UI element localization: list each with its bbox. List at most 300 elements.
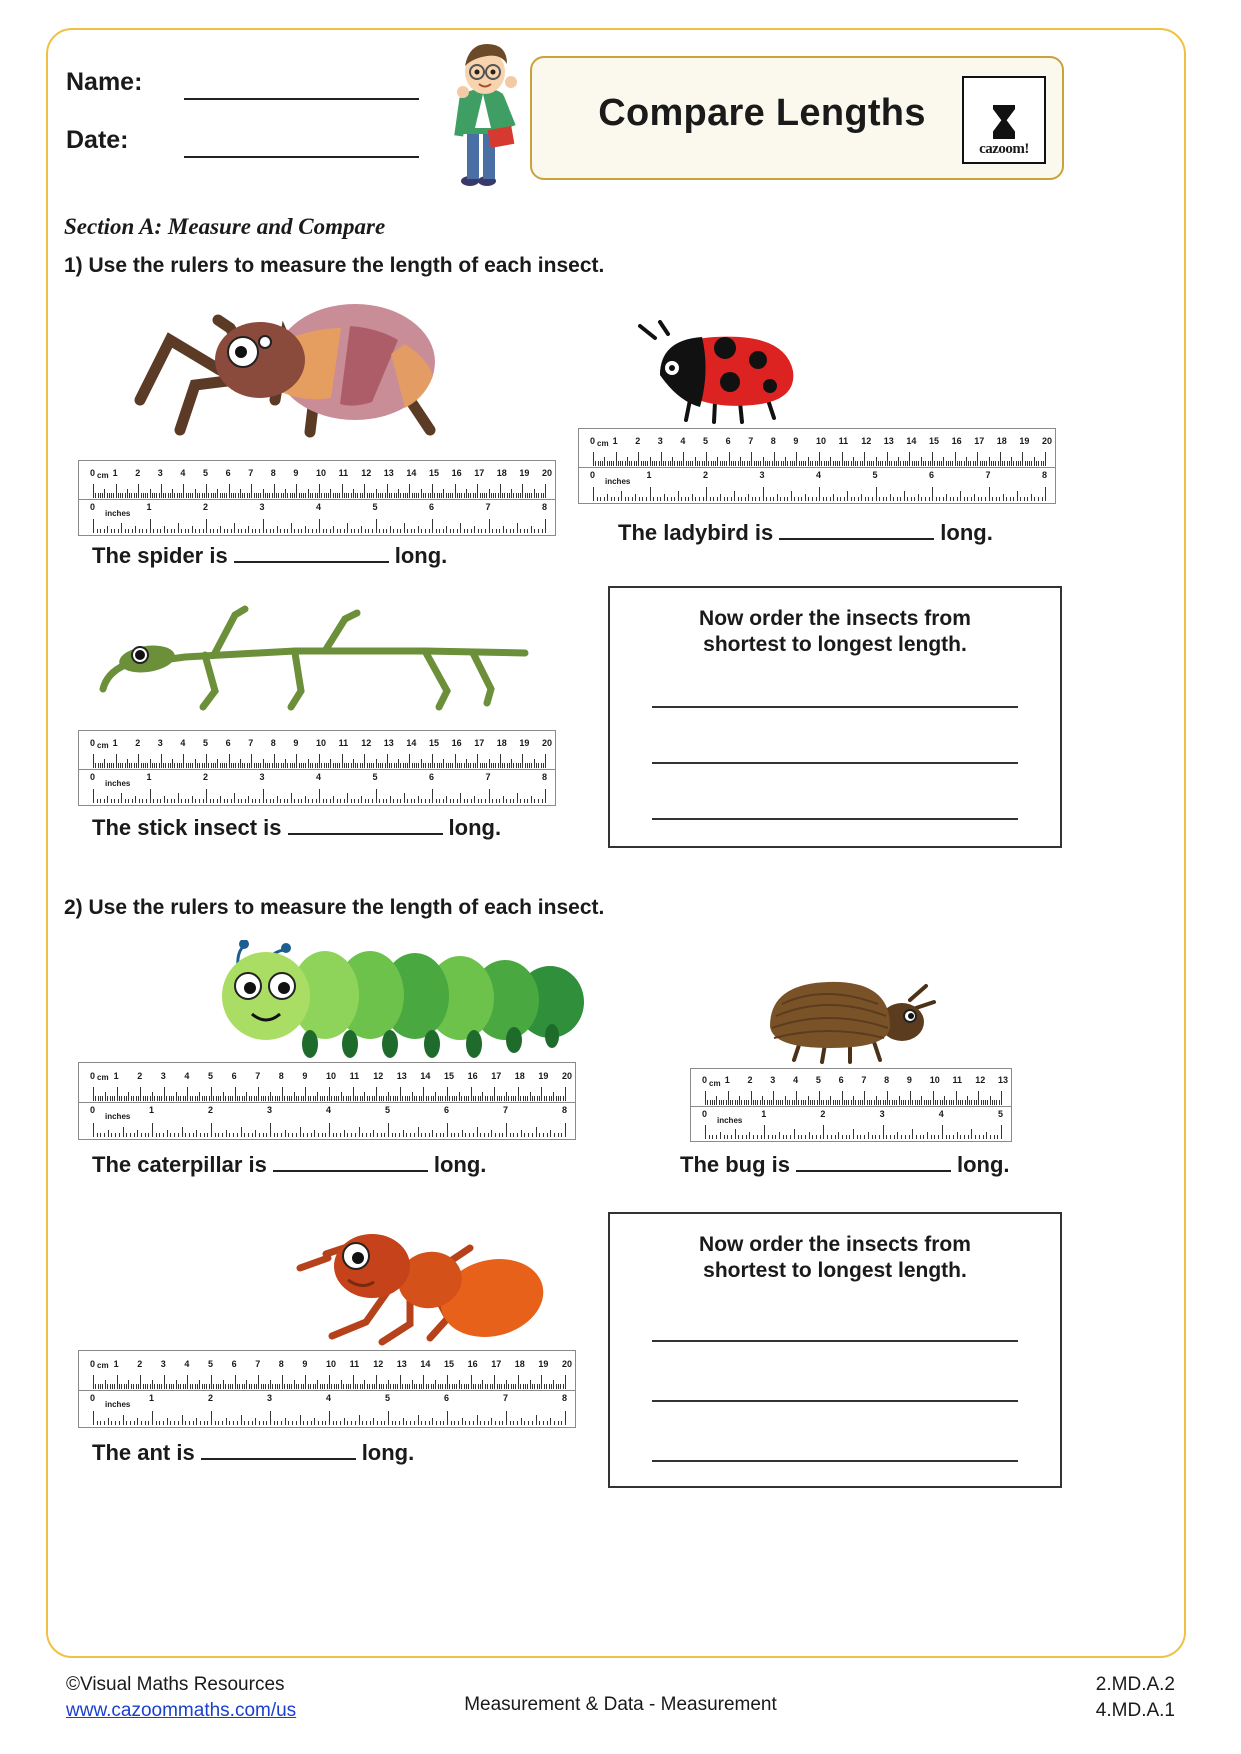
ruler-tick [440,1133,441,1137]
ruler-tick [534,1096,535,1101]
order-box-2-line-3[interactable] [652,1460,1018,1462]
ruler-tick [712,1100,713,1105]
ruler-tick [206,484,207,498]
ruler-tick [1016,461,1017,466]
order-box-1-line-3[interactable] [652,818,1018,820]
order-box-1-line-1[interactable] [652,706,1018,708]
ruler-tick [436,799,437,803]
ruler-cm-label: 8 [270,468,276,478]
spider-answer-blank[interactable] [234,561,389,563]
ruler-tick [773,497,774,501]
ruler-inch-label: 6 [429,772,435,782]
ruler-tick [815,461,816,466]
ruler-tick [353,759,354,768]
ruler-tick [222,493,223,498]
ruler-tick [857,1135,858,1139]
ruler-tick [330,489,331,498]
ruler-tick [254,1384,255,1389]
ruler-tick [480,493,481,498]
ruler-tick [414,1133,415,1137]
ruler-tick [346,763,347,768]
ruler-tick [265,1096,266,1101]
ruler-tick [503,796,504,803]
ruler-tick [125,799,126,803]
ruler-tick [98,1384,99,1389]
ruler-tick [400,1087,401,1101]
ruler-tick [261,1096,262,1101]
ruler-tick [939,461,940,466]
ruler-tick [278,493,279,498]
bug-answer-blank[interactable] [796,1170,951,1172]
ruler-tick [819,487,820,501]
ruler-tick [889,1100,890,1105]
ruler-tick [399,1133,400,1137]
ruler-tick [333,493,334,498]
ruler-tick [553,1380,554,1389]
ruler-tick [157,799,158,803]
ruler-tick [492,799,493,803]
ruler-tick [389,763,390,768]
ruler-cm-label: 4 [180,468,186,478]
ruler-tick [414,1421,415,1425]
ruler-tick [510,529,511,533]
ruler-tick [975,1135,976,1139]
ruler-tick [838,1132,839,1139]
ruler-tick [405,1384,406,1389]
ruler-tick [604,497,605,501]
ruler-tick [223,1092,224,1101]
ruler-tick [213,763,214,768]
ruler-tick [706,452,707,466]
ruler-tick [480,1133,481,1137]
ruler-tick [931,1135,932,1139]
ruler-tick [153,529,154,533]
ruler-tick [681,497,682,501]
ruler-tick [517,1421,518,1425]
order-box-2-title: Now order the insects from shortest to longest length. [699,1233,971,1282]
name-input-line[interactable] [184,98,419,100]
ruler-tick [740,457,741,466]
ruler-tick [448,763,449,768]
ruler-tick [525,1096,526,1101]
ruler-tick [207,1133,208,1137]
ruler-tick [260,493,261,498]
ruler-tick [690,461,691,466]
ruler-tick [150,1096,151,1101]
ruler-tick [367,1096,368,1101]
ruler-tick [840,497,841,501]
ruler-tick [812,1135,813,1139]
ruler-tick [907,497,908,501]
ruler-tick [282,1375,283,1389]
ruler-tick [407,493,408,498]
order-box-1 [608,586,1062,848]
ruler-inch-label: 5 [372,772,378,782]
ruler-tick [764,1125,765,1139]
ruler-tick [769,461,770,466]
ruler-cm-label: 15 [429,738,440,748]
ruler-tick [256,1096,257,1101]
ruler-tick [188,529,189,533]
ruler-tick [745,497,746,501]
ruler-inch-label: 1 [146,502,152,512]
ruler-tick [388,1380,389,1389]
ruler-tick [104,799,105,803]
ruler-tick [247,493,248,498]
ruler-tick [436,1133,437,1137]
ruler-tick [95,1096,96,1101]
ruler-tick [501,1096,502,1101]
ruler-tick [425,529,426,533]
ruler-tick [248,1133,249,1137]
ruler-tick [347,1421,348,1425]
ruler-tick [218,1096,219,1101]
ruler-tick [985,1100,986,1105]
ruler-tick [864,452,865,466]
ruler-tick [355,763,356,768]
ruler-inch-label: 3 [259,502,265,512]
ruler-tick [990,1096,991,1105]
ruler-tick [287,1384,288,1389]
ruler-tick [912,461,913,466]
ruler-tick [837,497,838,501]
ruler-tick [377,1133,378,1137]
ruler-tick [433,1384,434,1389]
ruler-tick [390,1384,391,1389]
ruler-tick [812,1100,813,1105]
ruler-tick [497,1384,498,1389]
ruler-tick [470,493,471,498]
ruler-tick [755,1100,756,1105]
ruler-tick [520,493,521,498]
ruler-tick [860,1100,861,1105]
ruler-tick [179,763,180,768]
ruler-tick [960,1100,961,1105]
ruler-tick [206,789,207,803]
ruler-tick [880,461,881,466]
ruler-tick [934,461,935,466]
ruler-tick [98,763,99,768]
ruler-tick [127,489,128,498]
ruler-tick [732,1100,733,1105]
ruler-tick [423,493,424,498]
ruler-tick [410,1421,411,1425]
ruler-tick [372,529,373,533]
ruler-tick [291,523,292,533]
ruler-cm-label: 20 [542,468,553,478]
ruler-tick [244,1096,245,1101]
ruler-tick [355,1096,356,1101]
ruler-tick [428,493,429,498]
ruler-tick [484,493,485,498]
ruler-tick [894,1100,895,1105]
ruler-tick [631,461,632,466]
ruler-tick [613,461,614,466]
ruler-tick [163,1133,164,1137]
ruler-tick [477,754,478,768]
ruler-tick [744,1100,745,1105]
ruler-tick [287,799,288,803]
ruler-tick [643,461,644,466]
ruler-tick [930,1100,931,1105]
ruler-tick [499,1096,500,1101]
order-box-2-line-2[interactable] [652,1400,1018,1402]
ruler-tick [925,497,926,501]
ruler-tick [318,1421,319,1425]
ruler-tick [983,1135,984,1139]
ruler-tick [322,1421,323,1425]
ruler-tick [269,493,270,498]
ruler-tick [948,461,949,466]
ruler-tick [102,1096,103,1101]
ruler-tick [645,461,646,466]
ruler-tick [119,1421,120,1425]
ruler-tick [480,1096,481,1101]
ruler-tick [636,461,637,466]
ruler-tick [266,1133,267,1137]
ladybird-answer-blank[interactable] [779,538,934,540]
ruler-tick [489,789,490,803]
ladybird-answer-statement: The ladybird is long. [618,520,993,545]
ruler-tick [1034,497,1035,501]
ruler-tick [217,489,218,498]
ruler-tick [339,493,340,498]
ruler-tick [323,529,324,533]
ruler-tick [996,1100,997,1105]
ruler-tick [432,789,433,803]
page-title: Compare Lengths [598,92,926,134]
ruler-tick [480,1384,481,1389]
ruler-tick [513,799,514,803]
ruler-tick [93,1123,94,1137]
ruler-tick [180,1096,181,1101]
ruler-cm-label: 17 [974,436,985,446]
ruler-tick [174,1133,175,1137]
ruler-tick [301,1096,302,1101]
ruler-tick [755,497,756,501]
ruler-tick [872,1135,873,1139]
ruler-tick [154,763,155,768]
ruler-tick [188,763,189,768]
ruler-tick [152,1092,153,1101]
ruler-tick [154,1384,155,1389]
ruler-tick [504,1096,505,1101]
ruler-tick [167,799,168,803]
ruler-tick [259,1133,260,1137]
ruler-inch-label: 3 [267,1393,273,1403]
ruler-tick [787,461,788,466]
ruler-tick [139,529,140,533]
ruler-tick [987,1100,988,1105]
ruler-tick [809,1132,810,1139]
ruler-tick [244,1421,245,1425]
ruler-tick [869,1100,870,1105]
ruler-tick [211,493,212,498]
ruler-tick [917,1100,918,1105]
ruler-tick [338,1384,339,1389]
ruler-tick [768,1135,769,1139]
ruler-tick [143,493,144,498]
ruler-cm-label: 7 [248,738,254,748]
ruler-tick [357,1096,358,1101]
ruler-tick [119,1096,120,1101]
ant-answer-blank[interactable] [201,1458,356,1460]
ruler-tick [999,497,1000,501]
ruler-tick [376,1375,377,1389]
ruler-tick [824,461,825,466]
ruler-tick [883,1125,884,1139]
ruler-tick [495,1133,496,1137]
ruler-tick [296,1384,297,1389]
ruler-tick [362,1096,363,1101]
stick-insect-answer-blank[interactable] [288,833,443,835]
ruler-tick [203,529,204,533]
ruler-cm-label: 3 [160,1071,166,1081]
ruler-tick [394,763,395,768]
ruler-tick [450,493,451,498]
ruler-tick [123,1415,124,1425]
ruler-tick [916,461,917,466]
ruler-tick [480,1421,481,1425]
ruler-tick [461,1384,462,1389]
ruler-tick [528,1133,529,1137]
ruler-tick [145,1384,146,1389]
footer-copyright: ©Visual Maths Resources [66,1674,285,1695]
ruler-inch-label: 8 [562,1105,568,1115]
ruler-tick [343,1096,344,1101]
ruler-tick [301,529,302,533]
ruler-tick [714,1100,715,1105]
ruler-tick [492,529,493,533]
ruler-tick [705,1091,706,1105]
order-box-2-line-1[interactable] [652,1340,1018,1342]
order-box-1-line-2[interactable] [652,762,1018,764]
ruler-tick [967,497,968,501]
ruler-tick [429,1133,430,1137]
ruler-tick [656,461,657,466]
ruler-tick [783,1135,784,1139]
ruler-tick [163,493,164,498]
ruler-tick [100,799,101,803]
ruler-tick [482,763,483,768]
ruler-tick [337,763,338,768]
ruler-tick [391,493,392,498]
ruler-tick [971,1129,972,1139]
ruler-tick [105,1380,106,1389]
ruler-tick [190,1096,191,1101]
ruler-tick [213,529,214,533]
ruler-tick [211,1411,212,1425]
ruler-tick [330,799,331,803]
ruler-tick [220,1384,221,1389]
ruler-tick [915,1100,916,1105]
ruler-tick [722,461,723,466]
ruler-cm-label: 8 [770,436,776,446]
ruler-tick [952,461,953,466]
ruler-tick [1038,461,1039,466]
ruler-tick [447,1087,448,1101]
ruler-tick [715,461,716,466]
ruler-tick [265,493,266,498]
ruler-tick [763,457,764,466]
ruler-tick [919,1100,920,1105]
ruler-tick [223,1380,224,1389]
ruler-tick [500,484,501,498]
ruler-tick [467,529,468,533]
ruler-tick [421,759,422,768]
ruler-tick [943,457,944,466]
ruler-tick [901,1100,902,1105]
ruler-tick [491,493,492,498]
ruler-tick [314,1418,315,1425]
ruler-tick [181,799,182,803]
date-input-line[interactable] [184,156,419,158]
ruler-tick [826,461,827,466]
ruler-tick [220,763,221,768]
ruler-tick [339,763,340,768]
ruler-tick [213,493,214,498]
ruler-tick [233,1421,234,1425]
ruler-tick [543,493,544,498]
ruler-tick [265,1384,266,1389]
ruler-tick [783,461,784,466]
ruler-tick [312,799,313,803]
ruler-tick [660,497,661,501]
ruler-tick [182,1127,183,1137]
ruler-tick [412,1380,413,1389]
ruler-tick [407,1096,408,1101]
ruler-tick [452,763,453,768]
ruler-tick [145,493,146,498]
caterpillar-answer-blank[interactable] [273,1170,428,1172]
ruler-tick [485,799,486,803]
ruler-tick [284,799,285,803]
ruler-tick [308,799,309,803]
ruler-tick [432,754,433,768]
ruler-tick [127,759,128,768]
ruler-tick [183,484,184,498]
ruler-tick [443,759,444,768]
ruler-tick [170,763,171,768]
ruler-tick [798,1135,799,1139]
ruler-tick [303,1096,304,1101]
ruler-tick [93,754,94,768]
ruler-cm-label: 7 [248,468,254,478]
ruler-tick [1013,497,1014,501]
ruler-tick [499,1421,500,1425]
ruler-tick [908,1100,909,1105]
ruler-tick [192,1096,193,1101]
ruler-tick [362,493,363,498]
ruler-tick [506,799,507,803]
ruler-cm-label: 7 [861,1075,867,1085]
ruler-tick [136,763,137,768]
ruler-tick [381,1421,382,1425]
ruler-tick [473,1384,474,1389]
footer-website-link[interactable]: www.cazoommaths.com/us [66,1700,297,1721]
ruler-tick [407,1384,408,1389]
ruler-tick [111,763,112,768]
ruler-cm-label: 2 [137,1359,143,1369]
ruler-tick [128,1380,129,1389]
ruler-tick [335,763,336,768]
ruler-tick [710,497,711,501]
ruler-tick [109,763,110,768]
ruler-tick [762,1096,763,1105]
ruler-tick [749,461,750,466]
ruler-inch-label: 4 [316,502,322,512]
ruler-inch-label: 2 [208,1105,214,1115]
